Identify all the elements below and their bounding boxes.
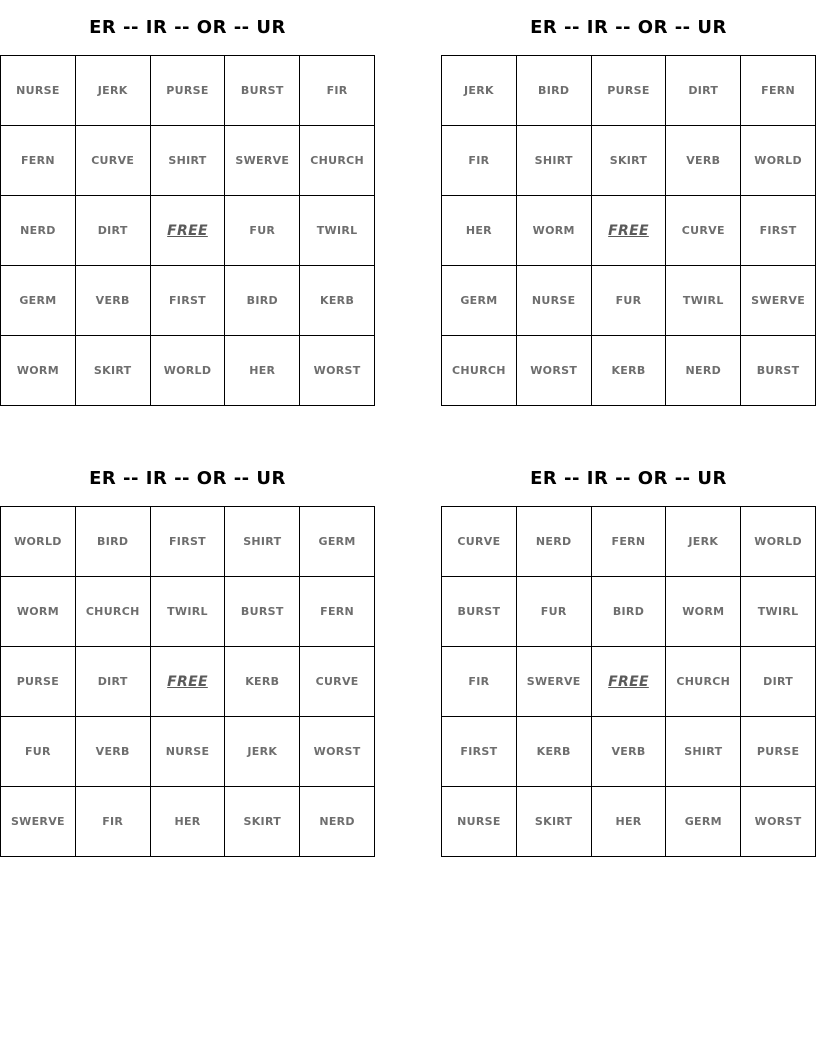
grid-cell: SWERVE xyxy=(741,266,816,336)
grid-cell: FERN xyxy=(591,507,666,577)
card-title: ER -- IR -- OR -- UR xyxy=(530,468,727,489)
grid-row xyxy=(442,507,816,577)
grid-cell: FIRST xyxy=(150,507,225,577)
grid-cell: DIRT xyxy=(741,647,816,717)
grid-cell: BIRD xyxy=(591,577,666,647)
grid-row xyxy=(442,717,816,787)
grid-cell: PURSE xyxy=(591,56,666,126)
grid-cell: WORLD xyxy=(741,126,816,196)
grid-cell: GERM xyxy=(666,787,741,857)
grid-row xyxy=(1,787,375,857)
grid-cell: KERB xyxy=(300,266,375,336)
free-space-cell: FREE xyxy=(150,647,225,717)
grid-cell: TWIRL xyxy=(150,577,225,647)
card-title: ER -- IR -- OR -- UR xyxy=(530,17,727,38)
grid-cell: DIRT xyxy=(75,196,150,266)
grid-cell: NURSE xyxy=(442,787,517,857)
grid-row xyxy=(1,196,375,266)
grid-row xyxy=(1,507,375,577)
grid-cell: SHIRT xyxy=(666,717,741,787)
grid-cell: WORST xyxy=(741,787,816,857)
grid-cell: WORST xyxy=(516,336,591,406)
grid-cell: SKIRT xyxy=(591,126,666,196)
grid-cell: BURST xyxy=(225,56,300,126)
grid-cell: FIR xyxy=(442,126,517,196)
grid-row xyxy=(442,56,816,126)
grid-cell: BURST xyxy=(225,577,300,647)
grid-cell: FIR xyxy=(75,787,150,857)
grid-cell: SKIRT xyxy=(225,787,300,857)
grid-cell: FIR xyxy=(300,56,375,126)
free-space-cell: FREE xyxy=(591,647,666,717)
grid-row xyxy=(1,577,375,647)
grid-cell: GERM xyxy=(442,266,517,336)
grid-cell: SHIRT xyxy=(516,126,591,196)
grid-cell: SWERVE xyxy=(516,647,591,717)
grid-cell: SKIRT xyxy=(75,336,150,406)
bingo-grid xyxy=(441,55,816,406)
grid-cell: WORLD xyxy=(741,507,816,577)
grid-cell: CHURCH xyxy=(442,336,517,406)
bingo-grid xyxy=(441,506,816,857)
grid-cell: FUR xyxy=(516,577,591,647)
grid-cell: CHURCH xyxy=(300,126,375,196)
card-title: ER -- IR -- OR -- UR xyxy=(89,17,286,38)
grid-row xyxy=(1,126,375,196)
grid-cell: CHURCH xyxy=(75,577,150,647)
bingo-grid xyxy=(0,506,375,857)
grid-cell: CHURCH xyxy=(666,647,741,717)
free-space-cell: FREE xyxy=(591,196,666,266)
grid-cell: WORST xyxy=(300,336,375,406)
grid-cell: NERD xyxy=(516,507,591,577)
grid-cell: VERB xyxy=(666,126,741,196)
grid-cell: HER xyxy=(225,336,300,406)
grid-cell: FUR xyxy=(1,717,76,787)
grid-cell: TWIRL xyxy=(300,196,375,266)
grid-cell: HER xyxy=(591,787,666,857)
grid-cell: PURSE xyxy=(741,717,816,787)
grid-cell: FIRST xyxy=(442,717,517,787)
grid-cell: GERM xyxy=(1,266,76,336)
grid-cell: NURSE xyxy=(516,266,591,336)
grid-cell: BIRD xyxy=(516,56,591,126)
grid-cell: TWIRL xyxy=(741,577,816,647)
grid-cell: NURSE xyxy=(150,717,225,787)
grid-row xyxy=(1,336,375,406)
grid-cell: CURVE xyxy=(75,126,150,196)
grid-cell: JERK xyxy=(442,56,517,126)
grid-cell: FERN xyxy=(741,56,816,126)
grid-row xyxy=(442,647,816,717)
grid-cell: FUR xyxy=(591,266,666,336)
grid-row xyxy=(1,56,375,126)
grid-cell: SKIRT xyxy=(516,787,591,857)
grid-cell: PURSE xyxy=(150,56,225,126)
grid-cell: FIRST xyxy=(741,196,816,266)
grid-cell: FERN xyxy=(1,126,76,196)
grid-cell: FIR xyxy=(442,647,517,717)
grid-cell: DIRT xyxy=(75,647,150,717)
grid-cell: SHIRT xyxy=(225,507,300,577)
grid-cell: SWERVE xyxy=(1,787,76,857)
grid-cell: NURSE xyxy=(1,56,76,126)
grid-cell: SHIRT xyxy=(150,126,225,196)
grid-cell: KERB xyxy=(225,647,300,717)
grid-cell: TWIRL xyxy=(666,266,741,336)
grid-cell: BURST xyxy=(442,577,517,647)
grid-cell: NERD xyxy=(300,787,375,857)
grid-cell: JERK xyxy=(75,56,150,126)
grid-cell: WORLD xyxy=(150,336,225,406)
grid-cell: HER xyxy=(442,196,517,266)
grid-cell: WORM xyxy=(666,577,741,647)
bingo-card-1 xyxy=(0,0,375,406)
grid-cell: WORST xyxy=(300,717,375,787)
grid-cell: KERB xyxy=(591,336,666,406)
grid-row xyxy=(1,647,375,717)
grid-cell: HER xyxy=(150,787,225,857)
grid-cell: BURST xyxy=(741,336,816,406)
grid-cell: NERD xyxy=(1,196,76,266)
grid-cell: CURVE xyxy=(300,647,375,717)
grid-cell: GERM xyxy=(300,507,375,577)
grid-cell: FIRST xyxy=(150,266,225,336)
grid-row xyxy=(442,196,816,266)
grid-cell: WORM xyxy=(1,577,76,647)
grid-row xyxy=(442,787,816,857)
bingo-card-4 xyxy=(441,451,816,857)
grid-cell: JERK xyxy=(666,507,741,577)
grid-cell: BIRD xyxy=(225,266,300,336)
grid-row xyxy=(1,266,375,336)
grid-cell: KERB xyxy=(516,717,591,787)
grid-cell: NERD xyxy=(666,336,741,406)
bingo-card-2 xyxy=(441,0,816,406)
grid-row xyxy=(442,266,816,336)
grid-cell: FERN xyxy=(300,577,375,647)
grid-cell: WORM xyxy=(516,196,591,266)
grid-cell: FUR xyxy=(225,196,300,266)
free-space-cell: FREE xyxy=(150,196,225,266)
grid-row xyxy=(442,126,816,196)
grid-row xyxy=(442,577,816,647)
grid-cell: JERK xyxy=(225,717,300,787)
grid-row xyxy=(442,336,816,406)
grid-row xyxy=(1,717,375,787)
bingo-grid xyxy=(0,55,375,406)
grid-cell: VERB xyxy=(75,717,150,787)
grid-cell: PURSE xyxy=(1,647,76,717)
card-title: ER -- IR -- OR -- UR xyxy=(89,468,286,489)
bingo-card-3 xyxy=(0,451,375,857)
grid-cell: CURVE xyxy=(442,507,517,577)
grid-cell: WORM xyxy=(1,336,76,406)
grid-cell: CURVE xyxy=(666,196,741,266)
grid-cell: VERB xyxy=(75,266,150,336)
grid-cell: VERB xyxy=(591,717,666,787)
grid-cell: DIRT xyxy=(666,56,741,126)
grid-cell: BIRD xyxy=(75,507,150,577)
grid-cell: SWERVE xyxy=(225,126,300,196)
grid-cell: WORLD xyxy=(1,507,76,577)
